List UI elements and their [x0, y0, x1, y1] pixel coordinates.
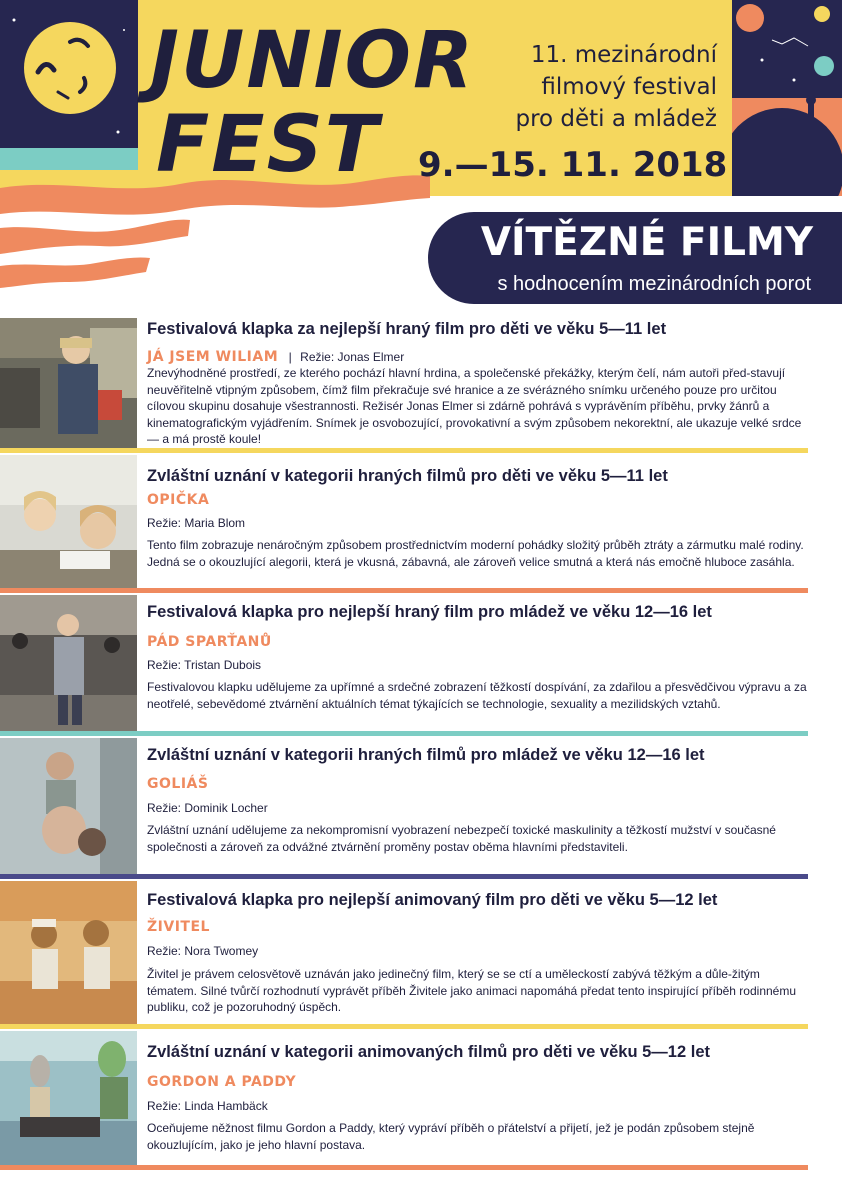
- award-section-5: [0, 881, 842, 1031]
- award-description: Oceňujeme něžnost filmu Gordon a Paddy, který vypráví příběh o přátelství a přijetí, jež je podán způsobem stejně okouzlujícím, jako je jeho hlavní postava.: [147, 1121, 755, 1152]
- award-category: Festivalová klapka pro nejlepší hraný film pro mládež ve věku 12—16 let: [147, 603, 712, 621]
- director: Režie: Dominik Locher: [147, 801, 268, 815]
- section-divider: [0, 731, 808, 736]
- winners-banner: [428, 212, 842, 304]
- director: Režie: Tristan Dubois: [147, 658, 262, 672]
- film-title: JÁ JSEM WILIAM: [147, 349, 279, 365]
- festival-subtitle-3: pro děti a mládež: [515, 106, 717, 132]
- film-still-1: [0, 318, 137, 451]
- film-title: PÁD SPARŤANŮ: [147, 634, 272, 650]
- award-section-6: [0, 1031, 842, 1181]
- moon-illustration: [0, 0, 138, 148]
- award-category: Zvláštní uznání v kategorii hraných filmů pro mládež ve věku 12—16 let: [147, 746, 705, 764]
- award-section-3: [0, 595, 842, 738]
- award-category: Zvláštní uznání v kategorii animovaných filmů pro děti ve věku 5—12 let: [147, 1043, 710, 1061]
- director: Režie: Jonas Elmer: [300, 350, 405, 364]
- separator: |: [288, 350, 292, 364]
- film-title: ŽIVITEL: [147, 919, 210, 935]
- film-still-4: [0, 738, 137, 878]
- film-still-6: [0, 1031, 137, 1167]
- film-still-3: [0, 595, 137, 733]
- award-description: Tento film zobrazuje nenáročným způsobem prostřednictvím moderní pohádky složitý průběh ztráty a zármutku malé rodiny. Jedná se o okouzlující alegorii, která je vkusná, zábavná, ale zároveň velice smutná a která nás emočně hluboce zasáhla.: [147, 538, 804, 569]
- award-section-2: [0, 455, 842, 595]
- section-divider: [0, 448, 808, 453]
- festival-subtitle-2: filmový festival: [541, 74, 717, 100]
- festival-subtitle-1: 11. mezinárodní: [530, 42, 717, 68]
- section-divider: [0, 1024, 808, 1029]
- award-category: Festivalová klapka za nejlepší hraný film pro děti ve věku 5—11 let: [147, 320, 667, 338]
- section-divider: [0, 1165, 808, 1170]
- film-title: GORDON A PADDY: [147, 1074, 297, 1090]
- award-category: Festivalová klapka pro nejlepší animovaný film pro děti ve věku 5—12 let: [147, 891, 718, 909]
- award-section-1: [0, 318, 842, 458]
- award-description: Znevýhodněné prostředí, ze kterého pochází hlavní hrdina, a společenské překážky, kterým čelí, nám autoři před-stavují neuvěřitelně vtipným způsobem, čímž film překračuje své hranice a ze svérázného snímku určeného pouze pro určitou cílovou skupinu dosahuje všestrannosti. Režisér Jonas Elmer si zdárně pohrává s vyprávěním příběhu, prvky žánrů a kinematografickým vyjádřením. Snímek je osvobozující, provokativní a svým způsobem nekorektní, ale ukazuje velké srdce — a má prostě koule!: [147, 366, 802, 446]
- award-description: Živitel je právem celosvětově uznáván jako jedinečný film, který se se ctí a uměleckostí zabývá těžkým a důle-žitým tématem. Silné tvůrčí rozhodnutí vyprávět příběh Živitele jako animaci napomáhá předat tento inspirující příběh rodinnému publiku, což je pozoruhodný úspěch.: [147, 967, 797, 1014]
- banner-title: VÍTĚZNÉ FILMY: [480, 220, 813, 265]
- film-still-2: [0, 455, 137, 588]
- section-divider: [0, 874, 808, 879]
- banner-subtitle: s hodnocením mezinárodních porot: [497, 273, 811, 295]
- film-title: GOLIÁŠ: [147, 776, 209, 792]
- award-description: Festivalovou klapku udělujeme za upřímné a srdečné zobrazení těžkostí dospívání, za zdařilou a přesvědčivou výpravu a za neotřelé, sebevědomé ztvárnění aktuálních témat týkajících se technologie, sexuality a mezilidských vztahů.: [147, 680, 807, 711]
- award-description: Zvláštní uznání udělujeme za nekompromisní vyobrazení nebezpečí toxické maskulinity a těžkostí mužství v současné společnosti a zároveň za odvážné ztvárnění proměny postav oběma hlavními představiteli.: [147, 823, 776, 854]
- section-divider: [0, 588, 808, 593]
- space-panel: [732, 0, 842, 196]
- festival-dates: 9.—15. 11. 2018: [418, 145, 728, 185]
- logo-fest: FEST: [156, 100, 380, 190]
- award-section-4: [0, 738, 842, 881]
- teal-stripe: [0, 148, 138, 170]
- director: Režie: Maria Blom: [147, 516, 246, 530]
- award-category: Zvláštní uznání v kategorii hraných filmů pro děti ve věku 5—11 let: [147, 467, 668, 485]
- planet-illustration: [732, 0, 842, 196]
- film-still-5: [0, 881, 137, 1027]
- film-title: OPIČKA: [147, 492, 210, 508]
- logo-junior: JUNIOR: [150, 16, 476, 106]
- director: Režie: Linda Hambäck: [147, 1099, 268, 1113]
- director: Režie: Nora Twomey: [147, 944, 259, 958]
- moon-panel: [0, 0, 138, 148]
